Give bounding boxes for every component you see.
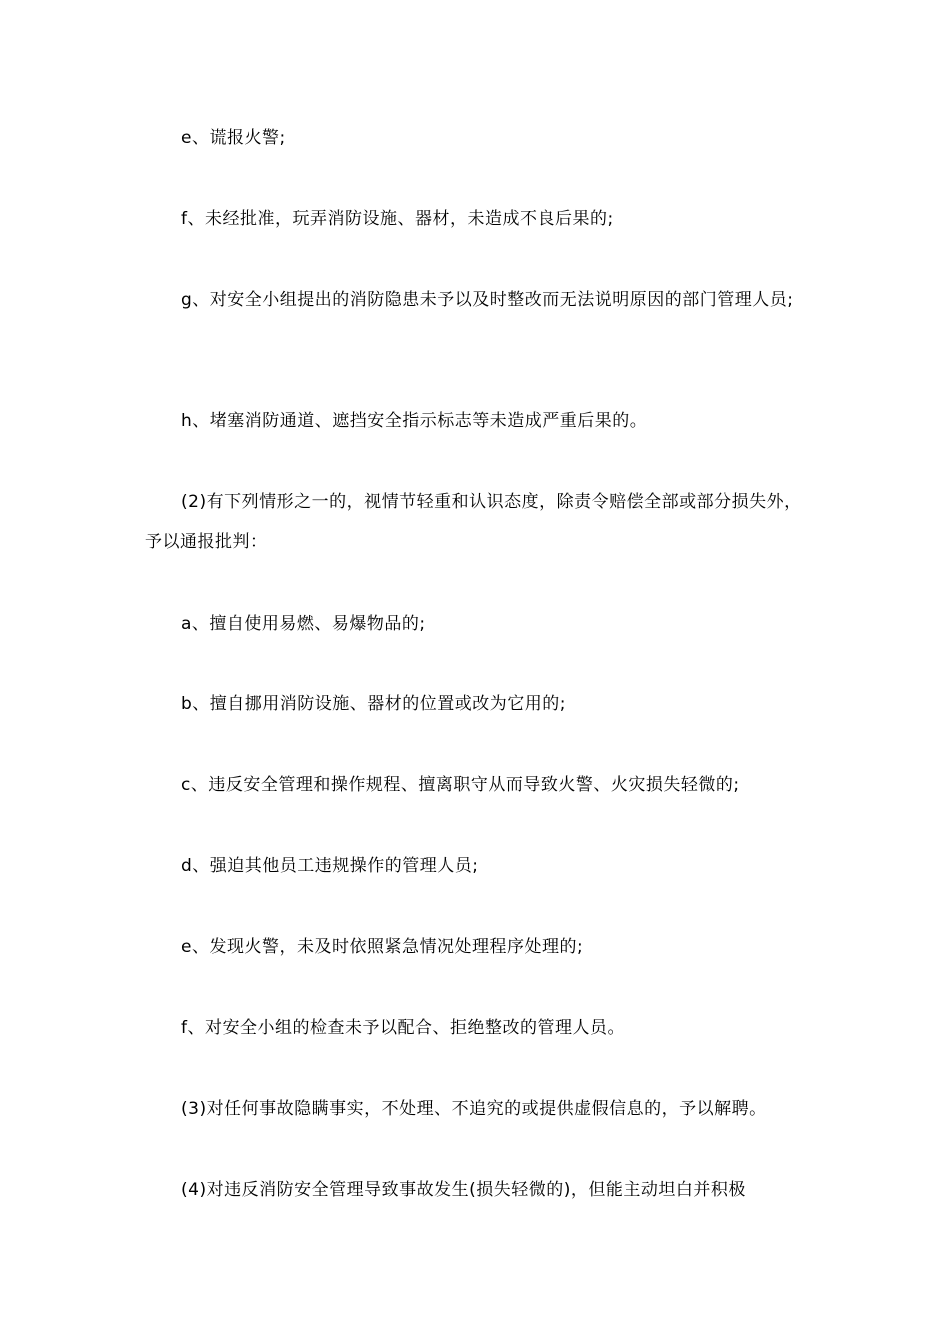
paragraph-c-violate-rules: c、违反安全管理和操作规程、擅离职守从而导致火警、火灾损失轻微的; [181, 775, 740, 795]
paragraph-h-blocked-passage: h、堵塞消防通道、遮挡安全指示标志等未造成严重后果的。 [181, 411, 648, 431]
paragraph-e-false-alarm: e、谎报火警; [181, 128, 286, 148]
paragraph-b-misuse-equipment: b、擅自挪用消防设施、器材的位置或改为它用的; [181, 694, 567, 714]
paragraph-d-force-violation: d、强迫其他员工违规操作的管理人员; [181, 856, 479, 876]
paragraph-2-criticism: (2)有下列情形之一的，视情节轻重和认识态度，除责令赔偿全部或部分损失外，予以通报批判： [145, 492, 802, 552]
paragraph-f-refuse-inspection: f、对安全小组的检查未予以配合、拒绝整改的管理人员。 [181, 1018, 625, 1038]
paragraph-4-confession: (4)对违反消防安全管理导致事故发生(损失轻微的)，但能主动坦白并积极 [181, 1180, 746, 1200]
paragraph-e-no-response: e、发现火警，未及时依照紧急情况处理程序处理的; [181, 937, 584, 957]
paragraph-g-unfixed-hazards: g、对安全小组提出的消防隐患未予以及时整改而无法说明原因的部门管理人员; [181, 290, 794, 310]
paragraph-a-flammables: a、擅自使用易燃、易爆物品的; [181, 614, 426, 634]
paragraph-3-dismissal: (3)对任何事故隐瞒事实，不处理、不追究的或提供虚假信息的，予以解聘。 [181, 1099, 767, 1119]
paragraph-f-tamper-equipment: f、未经批准，玩弄消防设施、器材，未造成不良后果的; [181, 209, 614, 229]
